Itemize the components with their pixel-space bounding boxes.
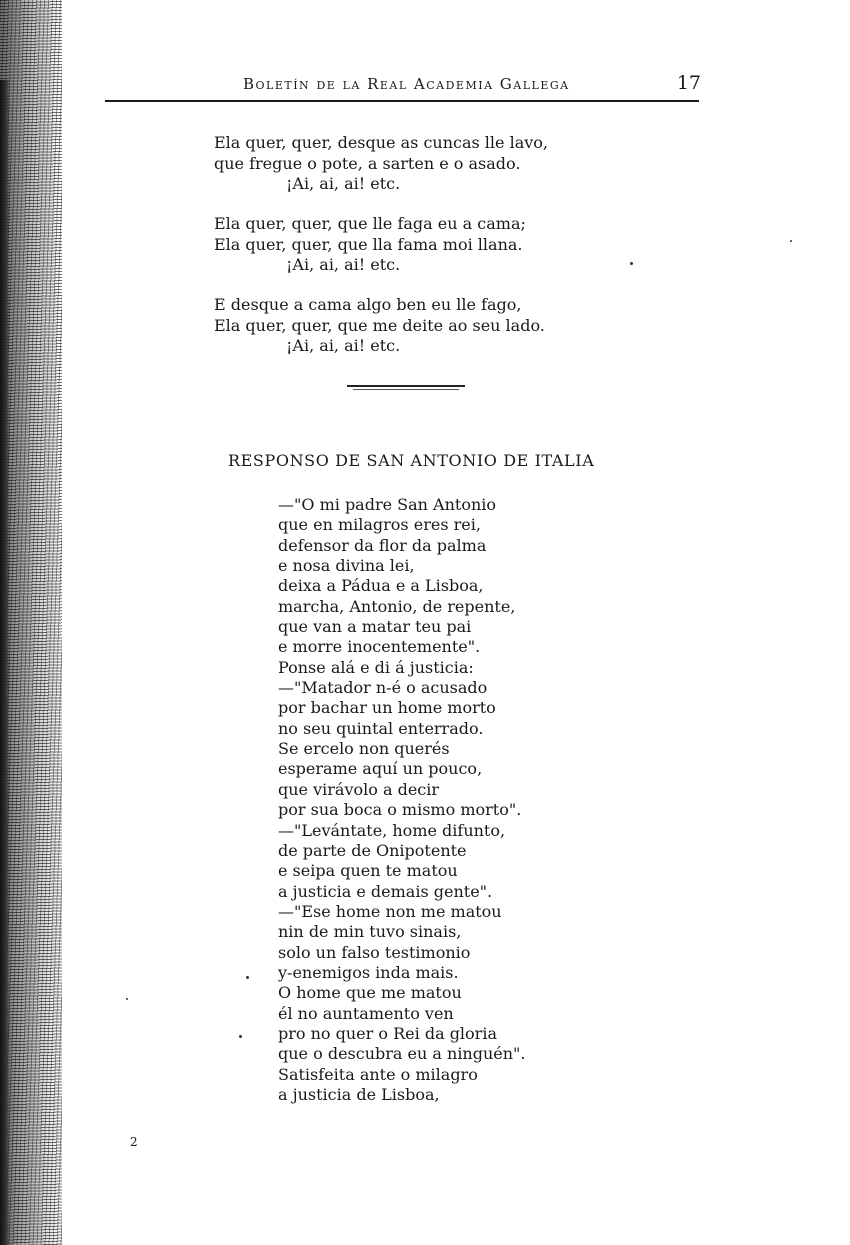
poem-line: que en milagros eres rei, [278,515,481,535]
refrain-line: ¡Ai, ai, ai! etc. [286,174,401,193]
verse-line: Ela quer, quer, que lla fama moi llana. [214,234,523,254]
poem-line: esperame aquí un pouco, [278,759,483,779]
section-divider [347,385,465,392]
scan-speck [246,976,249,979]
poem-line: marcha, Antonio, de repente, [278,596,516,616]
scan-speck [630,262,633,265]
verse-line: que fregue o pote, a sarten e o asado. [214,153,521,173]
journal-title: Boletín de la Real Academia Gallega [243,75,570,93]
refrain-line: ¡Ai, ai, ai! etc. [286,336,401,355]
poem-line: O home que me matou [278,983,462,1003]
poem-line: Ponse alá e di á justicia: [278,657,474,677]
poem-line: e morre inocentemente". [278,637,481,657]
poem-line: deixa a Pádua e a Lisboa, [278,576,484,596]
poem-line: a justicia de Lisboa, [278,1084,440,1104]
poem-line: que van a matar teu pai [278,617,472,637]
poem-line: —"Matador n-é o acusado [278,678,488,698]
poem-line: por bachar un home morto [278,698,496,718]
poem-line: —"O mi padre San Antonio [278,495,497,514]
poem-line: pro no quer o Rei da gloria [278,1023,497,1043]
scan-speck [239,1035,242,1038]
verse-line: Ela quer, quer, que lle faga eu a cama; [214,214,526,233]
poem-line: defensor da flor da palma [278,535,487,555]
section-title: RESPONSO DE SAN ANTONIO DE ITALIA [228,451,595,470]
poem-line: Se ercelo non querés [278,739,450,759]
running-header [105,72,705,98]
poem-line: que virávolo a decir [278,779,440,799]
poem-line: que o descubra eu a ninguén". [278,1044,526,1064]
refrain-line: ¡Ai, ai, ai! etc. [286,255,401,274]
stanza-1 [214,133,614,195]
stanza-3 [214,295,614,357]
poem-line: e nosa divina lei, [278,556,415,576]
verse-line: E desque a cama algo ben eu lle fago, [214,295,522,314]
poem-line: no seu quintal enterrado. [278,718,484,738]
poem-line: él no auntamento ven [278,1003,454,1023]
poem-line: solo un falso testimonio [278,942,471,962]
poem-line: y-enemigos inda mais. [278,962,459,982]
poem-line: —"Ese home non me matou [278,901,502,921]
verse-line: Ela quer, quer, desque as cuncas lle lavo, [214,133,549,152]
page-gutter-edge [0,80,10,1245]
header-rule [105,100,699,102]
poem-line: de parte de Onipotente [278,840,467,860]
page-number: 17 [676,72,701,94]
scan-speck [790,240,792,242]
poem-line: por sua boca o mismo morto". [278,800,522,820]
stanza-2 [214,214,614,276]
poem-line: Satisfeita ante o milagro [278,1064,478,1084]
poem-line: e seipa quen te matou [278,861,458,881]
verse-line: Ela quer, quer, que me deite ao seu lado. [214,315,545,335]
poem-body [278,495,526,1105]
scan-speck [126,998,128,1000]
poem-line: —"Levántate, home difunto, [278,820,506,840]
poem-line: nin de min tuvo sinais, [278,922,462,942]
poem-line: a justicia e demais gente". [278,881,493,901]
printer-signature-mark: 2 [130,1135,138,1149]
